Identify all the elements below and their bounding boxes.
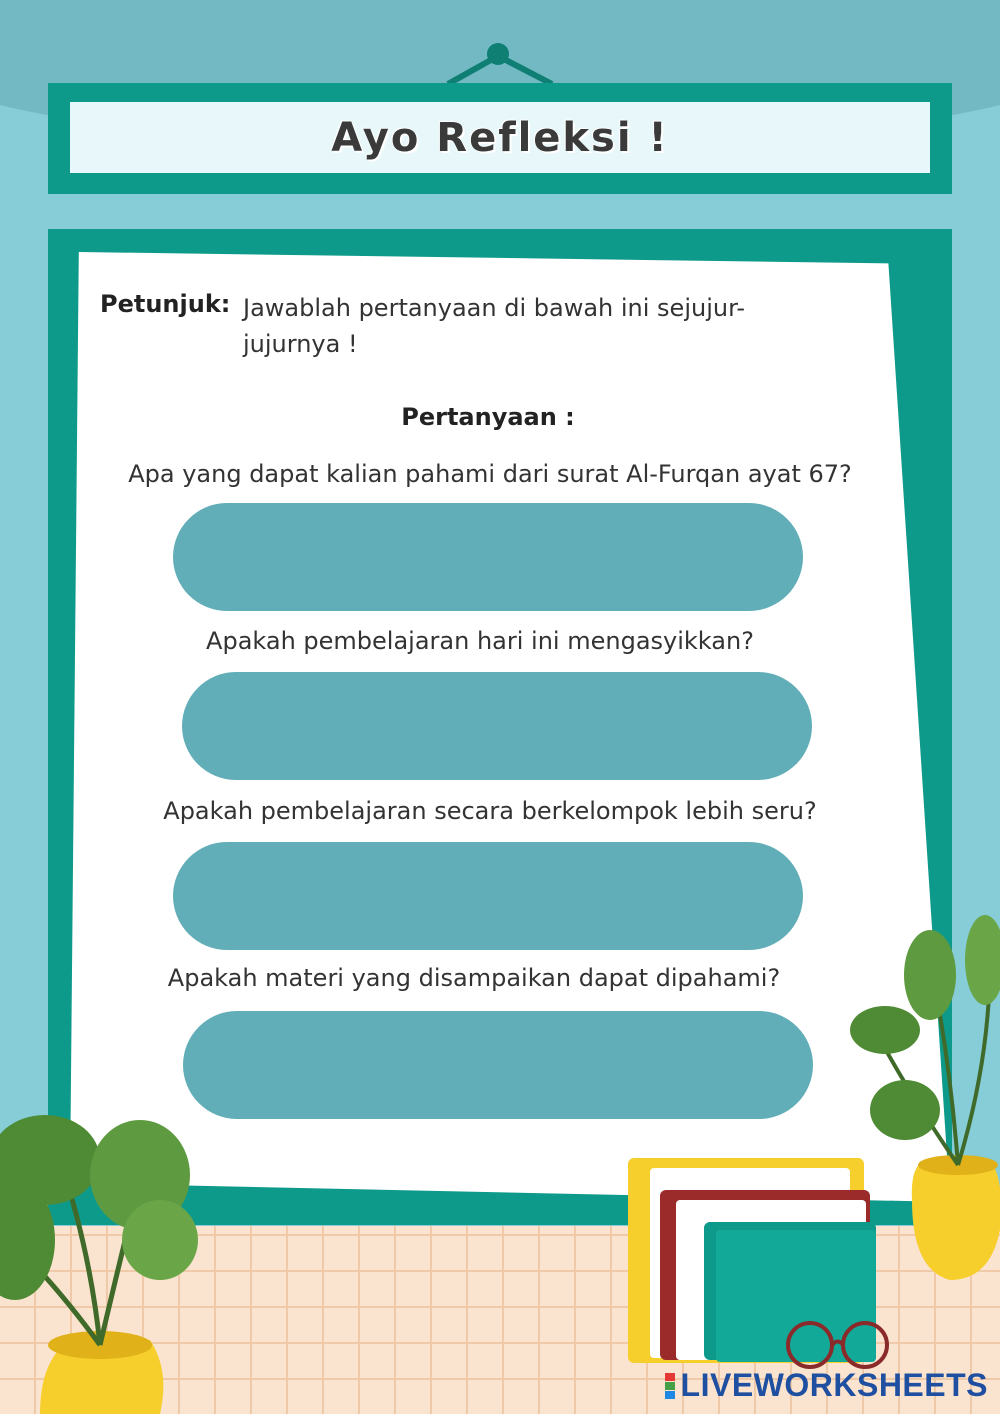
question-4: Apakah materi yang disampaikan dapat dipahami? <box>167 964 781 992</box>
question-2: Apakah pembelajaran hari ini mengasyikkan? <box>206 627 754 655</box>
brand-name: LIVEWORKSHEETS <box>680 1367 988 1403</box>
question-1: Apa yang dapat kalian pahami dari surat Al-Furqan ayat 67? <box>128 460 852 488</box>
question-3: Apakah pembelajaran secara berkelompok lebih seru? <box>163 797 817 825</box>
questions-heading: Pertanyaan : <box>401 403 575 431</box>
title-banner <box>70 102 930 173</box>
answer-field-3[interactable] <box>173 842 803 950</box>
page-title: Ayo Refleksi ! <box>331 114 669 161</box>
answer-field-4[interactable] <box>183 1011 813 1119</box>
liveworksheets-logo[interactable] <box>665 1367 988 1404</box>
instruction-label: Petunjuk: <box>100 290 231 318</box>
answer-field-2[interactable] <box>182 672 812 780</box>
instruction-text: Jawablah pertanyaan di bawah ini sejujur-jujurnya ! <box>243 294 746 358</box>
logo-icon <box>665 1373 675 1399</box>
hanger-pin <box>487 43 509 65</box>
answer-field-1[interactable] <box>173 503 803 611</box>
